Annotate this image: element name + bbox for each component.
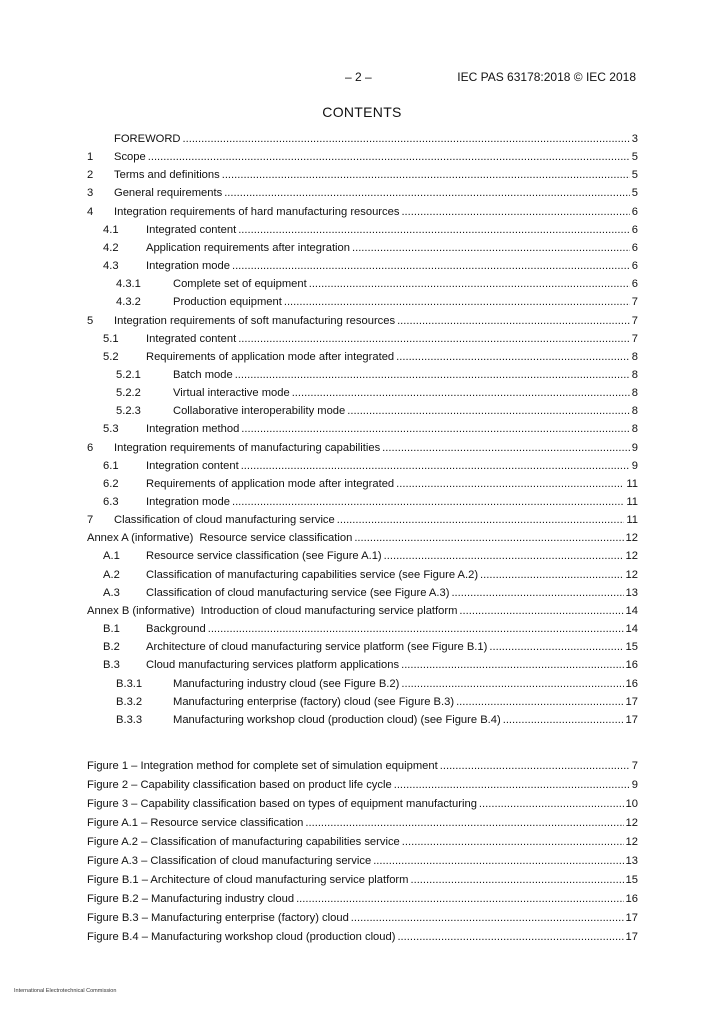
toc-entry[interactable]	[103, 494, 638, 510]
entry-number: A.1	[103, 550, 120, 562]
figure-entry[interactable]	[87, 929, 638, 945]
entry-title: Integration content	[146, 460, 239, 472]
entry-title: Integration requirements of soft manufacturing resources	[114, 315, 396, 327]
figure-entry[interactable]	[87, 796, 638, 812]
dot-leader	[222, 167, 630, 183]
dot-leader	[238, 331, 630, 347]
entry-page-number: 11	[626, 496, 638, 508]
figure-entry[interactable]	[87, 815, 638, 831]
entry-number: 1	[87, 151, 94, 163]
dot-leader	[382, 440, 630, 456]
toc-entry[interactable]	[103, 240, 638, 256]
toc-entry[interactable]	[103, 657, 638, 673]
entry-title: Integration mode	[146, 496, 230, 508]
entry-number: Annex A (informative)	[87, 532, 194, 544]
entry-title: Manufacturing workshop cloud (production cloud) (see Figure B.4)	[173, 714, 501, 726]
toc-entry[interactable]	[87, 440, 638, 456]
entry-title: Terms and definitions	[114, 169, 220, 181]
entry-page-number: 8	[631, 423, 638, 435]
entry-number: B.1	[103, 623, 120, 635]
dot-leader	[456, 694, 623, 710]
dot-leader	[305, 815, 623, 831]
toc-entry[interactable]	[87, 512, 638, 528]
entry-page-number: 11	[626, 478, 638, 490]
toc-entry[interactable]	[87, 313, 638, 329]
entry-number: 7	[87, 514, 94, 526]
toc-entry[interactable]	[116, 294, 638, 310]
dot-leader	[503, 712, 624, 728]
entry-title: Complete set of equipment	[173, 278, 307, 290]
entry-title: Figure 1 – Integration method for complete set of simulation equipment	[87, 760, 438, 772]
toc-entry[interactable]	[87, 131, 638, 147]
entry-title: Classification of manufacturing capabilities service (see Figure A.2)	[146, 569, 479, 581]
header-document-id: IEC PAS 63178:2018 © IEC 2018	[457, 70, 636, 84]
dot-leader	[241, 458, 630, 474]
entry-page-number: 9	[631, 442, 638, 454]
toc-entry[interactable]	[103, 585, 638, 601]
entry-page-number: 8	[631, 387, 638, 399]
figure-entry[interactable]	[87, 910, 638, 926]
entry-title: Resource service classification (see Figure A.1)	[146, 550, 382, 562]
entry-title: Figure A.2 – Classification of manufacturing capabilities service	[87, 836, 400, 848]
entry-title: Requirements of application mode after integrated	[146, 351, 395, 363]
toc-entry[interactable]	[103, 639, 638, 655]
dot-leader	[396, 476, 624, 492]
entry-title: Integrated content	[146, 333, 237, 345]
entry-title: Production equipment	[173, 296, 282, 308]
entry-title: Figure A.3 – Classification of cloud manufacturing service	[87, 855, 372, 867]
toc-entry[interactable]	[87, 167, 638, 183]
entry-page-number: 7	[631, 333, 638, 345]
entry-number: 4	[87, 206, 94, 218]
dot-leader	[459, 603, 623, 619]
toc-entry[interactable]	[103, 421, 638, 437]
dot-leader	[489, 639, 623, 655]
dot-leader	[292, 385, 630, 401]
entry-page-number: 11	[626, 514, 638, 526]
toc-entry[interactable]	[116, 367, 638, 383]
entry-title: Resource service classification	[199, 532, 353, 544]
entry-page-number: 5	[631, 169, 638, 181]
entry-page-number: 6	[631, 242, 638, 254]
dot-leader	[480, 567, 624, 583]
dot-leader	[337, 512, 625, 528]
toc-entry[interactable]	[103, 331, 638, 347]
entry-number: 5.2.3	[116, 405, 141, 417]
entry-number: 5.2	[103, 351, 119, 363]
figure-entry[interactable]	[87, 777, 638, 793]
entry-title: Batch mode	[173, 369, 233, 381]
entry-page-number: 8	[631, 405, 638, 417]
entry-title: Cloud manufacturing services platform applications	[146, 659, 400, 671]
figure-entry[interactable]	[87, 758, 638, 774]
entry-page-number: 17	[625, 714, 638, 726]
dot-leader	[384, 548, 624, 564]
toc-entry[interactable]	[116, 694, 638, 710]
dot-leader	[401, 204, 629, 220]
entry-number: 5.3	[103, 423, 119, 435]
entry-page-number: 6	[631, 206, 638, 218]
dot-leader	[354, 530, 623, 546]
entry-page-number: 6	[631, 224, 638, 236]
dot-leader	[396, 349, 630, 365]
entry-page-number: 9	[631, 460, 638, 472]
entry-number: 5.2.2	[116, 387, 141, 399]
entry-number: 4.2	[103, 242, 119, 254]
entry-title: Manufacturing enterprise (factory) cloud (see Figure B.3)	[173, 696, 455, 708]
entry-page-number: 14	[625, 605, 638, 617]
dot-leader	[148, 149, 630, 165]
entry-page-number: 7	[631, 296, 638, 308]
entry-title: Manufacturing industry cloud (see Figure B.2)	[173, 678, 400, 690]
dot-leader	[394, 777, 630, 793]
toc-entry[interactable]	[87, 530, 638, 546]
entry-page-number: 17	[625, 912, 638, 924]
entry-page-number: 14	[625, 623, 638, 635]
entry-page-number: 7	[631, 315, 638, 327]
entry-title: Figure B.1 – Architecture of cloud manufacturing service platform	[87, 874, 409, 886]
entry-number: 6.3	[103, 496, 119, 508]
dot-leader	[373, 853, 623, 869]
entry-title: Application requirements after integration	[146, 242, 350, 254]
entry-number: A.3	[103, 587, 120, 599]
entry-number: 3	[87, 187, 94, 199]
entry-title: Collaborative interoperability mode	[173, 405, 346, 417]
entry-page-number: 12	[625, 836, 638, 848]
entry-title: General requirements	[114, 187, 223, 199]
entry-page-number: 12	[625, 550, 638, 562]
entry-page-number: 15	[625, 641, 638, 653]
entry-title: Requirements of application mode after integrated	[146, 478, 395, 490]
entry-number: 2	[87, 169, 94, 181]
dot-leader	[451, 585, 623, 601]
footer-organization: International Electrotechnical Commission	[14, 988, 117, 994]
entry-number: 4.1	[103, 224, 119, 236]
toc-entry[interactable]	[116, 712, 638, 728]
entry-page-number: 8	[631, 351, 638, 363]
figure-entry[interactable]	[87, 853, 638, 869]
entry-page-number: 15	[625, 874, 638, 886]
figure-entry[interactable]	[87, 872, 638, 888]
toc-entry[interactable]	[87, 204, 638, 220]
entry-number: 4.3	[103, 260, 119, 272]
toc-entry[interactable]	[103, 222, 638, 238]
entry-number: B.3.3	[116, 714, 143, 726]
entry-number: A.2	[103, 569, 120, 581]
entry-number: 4.3.2	[116, 296, 141, 308]
toc-entry[interactable]	[87, 149, 638, 165]
dot-leader	[352, 240, 630, 256]
dot-leader	[238, 222, 630, 238]
page-title: CONTENTS	[322, 104, 402, 120]
entry-title: Virtual interactive mode	[173, 387, 290, 399]
entry-number: 6	[87, 442, 94, 454]
entry-page-number: 3	[631, 133, 638, 145]
entry-page-number: 8	[631, 369, 638, 381]
entry-page-number: 12	[625, 569, 638, 581]
toc-entry[interactable]	[116, 276, 638, 292]
dot-leader	[224, 185, 630, 201]
entry-title: Integration method	[146, 423, 240, 435]
dot-leader	[183, 131, 630, 147]
entry-title: Architecture of cloud manufacturing service platform (see Figure B.1)	[146, 641, 488, 653]
toc-entry[interactable]	[103, 476, 638, 492]
toc-entry[interactable]	[103, 621, 638, 637]
toc-entry[interactable]	[116, 676, 638, 692]
figure-entry[interactable]	[87, 891, 638, 907]
dot-leader	[235, 367, 630, 383]
toc-entry[interactable]	[103, 349, 638, 365]
entry-page-number: 10	[625, 798, 638, 810]
entry-page-number: 6	[631, 278, 638, 290]
dot-leader	[232, 494, 624, 510]
header-page-number: – 2 –	[345, 70, 372, 84]
figure-entry[interactable]	[87, 834, 638, 850]
dot-leader	[397, 929, 623, 945]
dot-leader	[351, 910, 624, 926]
dot-leader	[284, 294, 630, 310]
entry-title: Figure 2 – Capability classification based on product life cycle	[87, 779, 392, 791]
dot-leader	[401, 657, 623, 673]
entry-page-number: 9	[631, 779, 638, 791]
dot-leader	[397, 313, 630, 329]
entry-page-number: 16	[625, 659, 638, 671]
toc-entry[interactable]	[116, 385, 638, 401]
entry-number: Annex B (informative)	[87, 605, 195, 617]
toc-entry[interactable]	[116, 403, 638, 419]
entry-number: B.3	[103, 659, 120, 671]
entry-page-number: 13	[625, 587, 638, 599]
dot-leader	[296, 891, 623, 907]
entry-number: 6.2	[103, 478, 119, 490]
entry-number: 5.1	[103, 333, 119, 345]
toc-entry[interactable]	[103, 548, 638, 564]
entry-page-number: 17	[625, 931, 638, 943]
toc-entry[interactable]	[87, 185, 638, 201]
entry-title: FOREWORD	[114, 133, 181, 145]
toc-entry[interactable]	[103, 258, 638, 274]
entry-title: Introduction of cloud manufacturing service platform	[200, 605, 458, 617]
dot-leader	[401, 676, 623, 692]
entry-title: Figure 3 – Capability classification based on types of equipment manufacturing	[87, 798, 477, 810]
dot-leader	[208, 621, 624, 637]
entry-number: 4.3.1	[116, 278, 141, 290]
entry-title: Figure B.2 – Manufacturing industry cloud	[87, 893, 295, 905]
entry-page-number: 12	[625, 817, 638, 829]
entry-number: 5.2.1	[116, 369, 141, 381]
entry-title: Figure B.3 – Manufacturing enterprise (factory) cloud	[87, 912, 349, 924]
toc-entry[interactable]	[103, 458, 638, 474]
entry-number: B.3.1	[116, 678, 143, 690]
entry-number: 5	[87, 315, 94, 327]
entry-page-number: 13	[625, 855, 638, 867]
dot-leader	[347, 403, 630, 419]
entry-title: Background	[146, 623, 206, 635]
entry-number: B.2	[103, 641, 120, 653]
dot-leader	[309, 276, 630, 292]
entry-title: Classification of cloud manufacturing service	[114, 514, 335, 526]
entry-title: Figure B.4 – Manufacturing workshop cloud (production cloud)	[87, 931, 396, 943]
entry-page-number: 5	[631, 187, 638, 199]
entry-page-number: 17	[625, 696, 638, 708]
entry-page-number: 12	[625, 532, 638, 544]
entry-number: B.3.2	[116, 696, 143, 708]
entry-title: Scope	[114, 151, 146, 163]
toc-entry[interactable]	[87, 603, 638, 619]
entry-number: 6.1	[103, 460, 119, 472]
dot-leader	[241, 421, 629, 437]
entry-title: Integration requirements of manufacturing capabilities	[114, 442, 381, 454]
dot-leader	[232, 258, 630, 274]
entry-page-number: 6	[631, 260, 638, 272]
entry-title: Classification of cloud manufacturing service (see Figure A.3)	[146, 587, 450, 599]
entry-page-number: 7	[631, 760, 638, 772]
dot-leader	[410, 872, 623, 888]
entry-title: Integration requirements of hard manufacturing resources	[114, 206, 400, 218]
entry-page-number: 16	[625, 893, 638, 905]
dot-leader	[440, 758, 630, 774]
entry-page-number: 5	[631, 151, 638, 163]
entry-title: Figure A.1 – Resource service classification	[87, 817, 304, 829]
toc-entry[interactable]	[103, 567, 638, 583]
entry-page-number: 16	[625, 678, 638, 690]
entry-title: Integrated content	[146, 224, 237, 236]
dot-leader	[402, 834, 624, 850]
dot-leader	[479, 796, 624, 812]
entry-title: Integration mode	[146, 260, 230, 272]
